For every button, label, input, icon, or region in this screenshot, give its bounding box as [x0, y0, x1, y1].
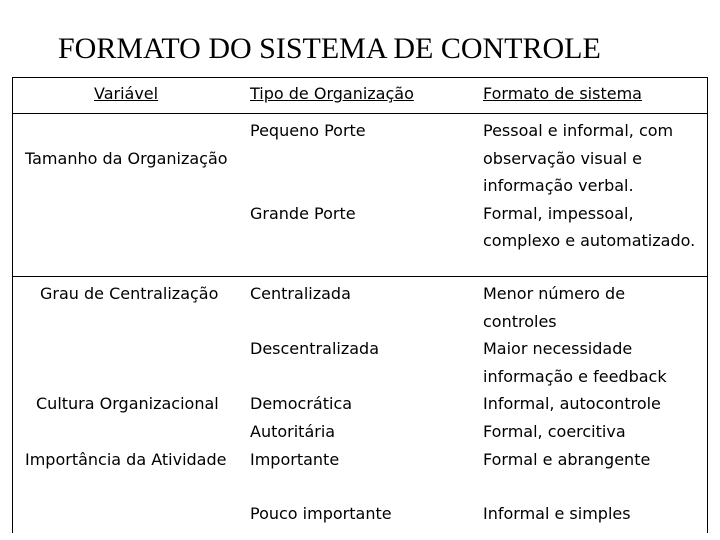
header-formato-sistema: Formato de sistema: [483, 84, 642, 103]
tipo-importante: Importante: [250, 450, 340, 469]
tipo-democratica: Democrática: [250, 394, 353, 413]
formato-autoritaria: Formal, coercitiva: [483, 422, 626, 441]
formato-pequeno-porte-line-3: informação verbal.: [483, 176, 634, 195]
formato-democratica: Informal, autocontrole: [483, 394, 661, 413]
row-divider: [12, 276, 708, 277]
formato-importante: Formal e abrangente: [483, 450, 651, 469]
formato-pequeno-porte-line-1: Pessoal e informal, com: [483, 121, 674, 140]
header-tipo-organizacao: Tipo de Organização: [250, 84, 414, 103]
formato-grande-porte-line-1: Formal, impessoal,: [483, 204, 634, 223]
variable-cultura: Cultura Organizacional: [36, 394, 219, 413]
variable-tamanho: Tamanho da Organização: [25, 149, 228, 168]
formato-pouco-importante: Informal e simples: [483, 504, 631, 523]
page-title: FORMATO DO SISTEMA DE CONTROLE: [58, 32, 601, 65]
formato-grande-porte-line-2: complexo e automatizado.: [483, 231, 696, 250]
tipo-grande-porte: Grande Porte: [250, 204, 356, 223]
tipo-descentralizada: Descentralizada: [250, 339, 379, 358]
header-variavel: Variável: [94, 84, 159, 103]
tipo-pouco-importante: Pouco importante: [250, 504, 392, 523]
formato-centralizada-line-2: controles: [483, 312, 557, 331]
tipo-pequeno-porte: Pequeno Porte: [250, 121, 366, 140]
table-top-border: [12, 77, 708, 78]
variable-centralizacao: Grau de Centralização: [40, 284, 219, 303]
formato-centralizada-line-1: Menor número de: [483, 284, 626, 303]
formato-descentralizada-line-2: informação e feedback: [483, 367, 667, 386]
tipo-centralizada: Centralizada: [250, 284, 351, 303]
formato-pequeno-porte-line-2: observação visual e: [483, 149, 643, 168]
variable-importancia: Importância da Atividade: [25, 450, 227, 469]
header-divider: [12, 113, 708, 114]
tipo-autoritaria: Autoritária: [250, 422, 336, 441]
formato-descentralizada-line-1: Maior necessidade: [483, 339, 633, 358]
